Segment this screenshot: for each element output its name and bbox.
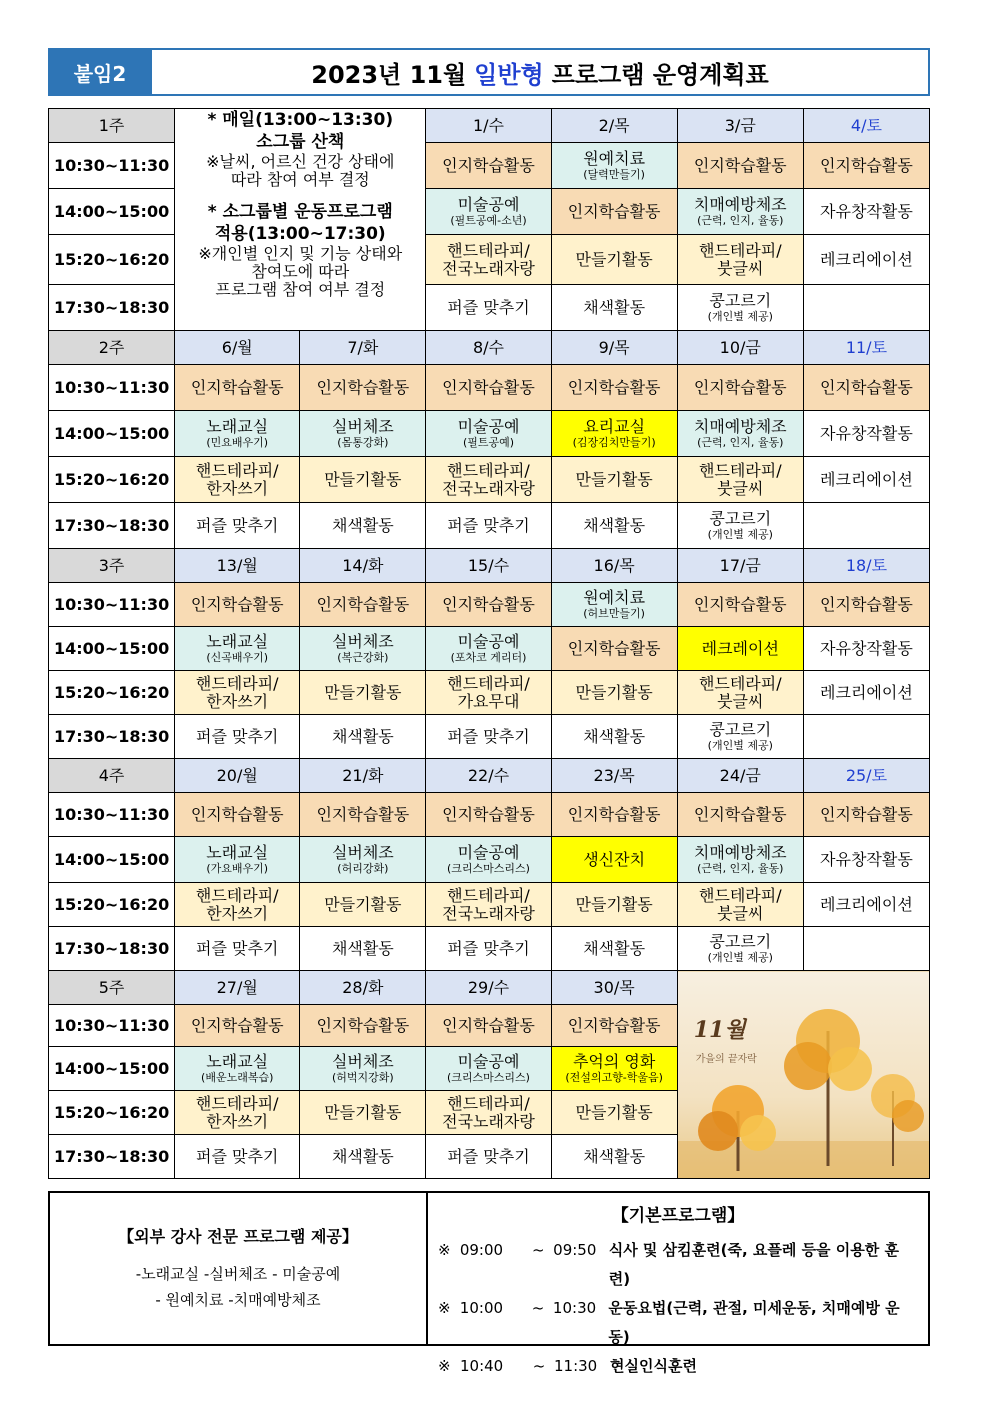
week-label: 4주	[49, 759, 175, 793]
activity-cell: 채색활동	[551, 503, 677, 549]
activity-cell: 인지학습활동	[300, 1005, 426, 1047]
activity-cell: 인지학습활동	[803, 365, 929, 411]
activity-cell: 인지학습활동	[426, 143, 551, 189]
activity-cell: 인지학습활동	[551, 365, 677, 411]
title-year-month: 2023년 11월	[311, 60, 467, 89]
activity-cell: 노래교실 (배운노래복습)	[175, 1047, 300, 1091]
activity-cell: 실버체조 (허리강화)	[300, 837, 426, 883]
activity-cell: 실버체조 (허벅지강화)	[300, 1047, 426, 1091]
time-slot: 14:00~15:00	[49, 1047, 175, 1091]
day-header: 14/화	[300, 549, 426, 583]
activity-cell: 인지학습활동	[551, 1005, 677, 1047]
activity-cell: 미술공예 (크리스마스리스)	[426, 1047, 551, 1091]
activity-cell: 만들기활동	[551, 235, 677, 285]
activity-cell: 자유창작활동	[803, 411, 929, 457]
time-slot: 14:00~15:00	[49, 627, 175, 671]
day-header: 2/목	[551, 109, 677, 143]
picture-title: 11월	[693, 1017, 746, 1043]
activity-cell: 만들기활동	[300, 457, 426, 503]
activity-cell: 만들기활동	[551, 1091, 677, 1135]
time-slot: 17:30~18:30	[49, 503, 175, 549]
activity-cell: 인지학습활동	[803, 793, 929, 837]
basic-row: ※ 10:40 ~ 11:30 현실인식훈련	[438, 1357, 697, 1375]
schedule-table	[48, 108, 930, 1179]
activity-cell: 만들기활동	[551, 671, 677, 715]
activity-cell: 콩고르기 (개인별 제공)	[677, 503, 803, 549]
external-title: 【외부 강사 전문 프로그램 제공】	[118, 1227, 358, 1246]
activity-cell: 자유창작활동	[803, 189, 929, 235]
activity-cell: 인지학습활동	[300, 583, 426, 627]
activity-cell: 채색활동	[551, 715, 677, 759]
day-header: 7/화	[300, 331, 426, 365]
activity-cell: 퍼즐 맞추기	[175, 503, 300, 549]
activity-cell: 콩고르기 (개인별 제공)	[677, 927, 803, 971]
empty-cell	[803, 503, 929, 549]
activity-cell: 채색활동	[300, 1135, 426, 1179]
day-header: 30/목	[551, 971, 677, 1005]
activity-cell: 퍼즐 맞추기	[426, 927, 551, 971]
activity-cell: 원예치료 (허브만들기)	[551, 583, 677, 627]
activity-cell: 인지학습활동	[551, 793, 677, 837]
time-slot: 15:20~16:20	[49, 671, 175, 715]
page-title	[150, 50, 928, 94]
time-slot: 14:00~15:00	[49, 411, 175, 457]
time-slot: 10:30~11:30	[49, 793, 175, 837]
activity-cell: 치매예방체조 (근력, 인지, 율동)	[677, 837, 803, 883]
time-slot: 15:20~16:20	[49, 235, 175, 285]
day-header: 29/수	[426, 971, 551, 1005]
day-header: 28/화	[300, 971, 426, 1005]
activity-cell: 인지학습활동	[426, 793, 551, 837]
activity-cell: 치매예방체조 (근력, 인지, 율동)	[677, 189, 803, 235]
attachment-tag: 붙임2	[50, 50, 150, 94]
activity-cell: 콩고르기 (개인별 제공)	[677, 285, 803, 331]
activity-cell: 인지학습활동	[426, 1005, 551, 1047]
activity-cell: 인지학습활동	[175, 365, 300, 411]
activity-cell: 인지학습활동	[677, 143, 803, 189]
time-slot: 14:00~15:00	[49, 189, 175, 235]
activity-cell: 레크리에이션	[803, 457, 929, 503]
activity-cell: 핸드테라피/ 붓글씨	[677, 235, 803, 285]
activity-cell: 만들기활동	[551, 457, 677, 503]
activity-cell: 핸드테라피/ 붓글씨	[677, 883, 803, 927]
day-header: 15/수	[426, 549, 551, 583]
activity-cell: 채색활동	[551, 285, 677, 331]
activity-cell: 콩고르기 (개인별 제공)	[677, 715, 803, 759]
activity-cell: 채색활동	[300, 927, 426, 971]
activity-cell: 인지학습활동	[426, 365, 551, 411]
activity-cell: 인지학습활동	[551, 627, 677, 671]
activity-cell: 만들기활동	[300, 671, 426, 715]
week-label: 5주	[49, 971, 175, 1005]
activity-cell: 노래교실 (신곡배우기)	[175, 627, 300, 671]
activity-cell: 원예치료 (달력만들기)	[551, 143, 677, 189]
activity-cell: 인지학습활동	[175, 793, 300, 837]
activity-cell: 핸드테라피/ 한자쓰기	[175, 883, 300, 927]
activity-cell-highlight: 추억의 영화 (전설의고향-학울음)	[551, 1047, 677, 1091]
activity-cell: 핸드테라피/ 붓글씨	[677, 671, 803, 715]
title-rest: 프로그램 운영계획표	[551, 60, 769, 89]
day-header-saturday: 11/토	[803, 331, 929, 365]
basic-programs	[428, 1193, 928, 1375]
activity-cell: 레크리에이션	[803, 235, 929, 285]
empty-cell	[803, 715, 929, 759]
day-header: 20/월	[175, 759, 300, 793]
activity-cell-highlight: 레크레이션	[677, 627, 803, 671]
activity-cell: 인지학습활동	[300, 793, 426, 837]
title-highlight: 일반형	[474, 60, 544, 89]
activity-cell: 치매예방체조 (근력, 인지, 율동)	[677, 411, 803, 457]
daily-note: * 매일(13:00~13:30) 소그룹 산책 ※날씨, 어르신 건강 상태에 따라 참여 여부 결정 * 소그룹별 운동프로그램 적용(13:00~17:30) ※개인별 인지 및 기능 상태와 참여도에 따라 프로그램 참여 여부 결정	[175, 109, 426, 331]
activity-cell: 실버체조 (복근강화)	[300, 627, 426, 671]
activity-cell: 자유창작활동	[803, 627, 929, 671]
day-header-saturday: 18/토	[803, 549, 929, 583]
day-header: 1/수	[426, 109, 551, 143]
day-header: 8/수	[426, 331, 551, 365]
activity-cell: 퍼즐 맞추기	[426, 715, 551, 759]
day-header: 21/화	[300, 759, 426, 793]
activity-cell: 미술공예 (크리스마스리스)	[426, 837, 551, 883]
day-header: 16/목	[551, 549, 677, 583]
time-slot: 17:30~18:30	[49, 927, 175, 971]
activity-cell: 퍼즐 맞추기	[175, 715, 300, 759]
picture-subtitle: 가을의 끝자락	[695, 1054, 757, 1065]
activity-cell: 인지학습활동	[175, 583, 300, 627]
time-slot: 17:30~18:30	[49, 1135, 175, 1179]
day-header: 24/금	[677, 759, 803, 793]
time-slot: 17:30~18:30	[49, 285, 175, 331]
activity-cell: 인지학습활동	[426, 583, 551, 627]
empty-cell	[803, 927, 929, 971]
activity-cell: 퍼즐 맞추기	[426, 1135, 551, 1179]
day-header: 22/수	[426, 759, 551, 793]
time-slot: 10:30~11:30	[49, 1005, 175, 1047]
activity-cell: 레크리에이션	[803, 883, 929, 927]
activity-cell: 레크리에이션	[803, 671, 929, 715]
activity-cell: 인지학습활동	[677, 365, 803, 411]
empty-cell	[803, 285, 929, 331]
day-header: 10/금	[677, 331, 803, 365]
external-line: - 원예치료 -치매예방체조	[155, 1291, 321, 1309]
activity-cell: 채색활동	[300, 503, 426, 549]
activity-cell: 만들기활동	[300, 883, 426, 927]
time-slot: 14:00~15:00	[49, 837, 175, 883]
activity-cell-highlight: 요리교실 (김장김치만들기)	[551, 411, 677, 457]
activity-cell: 핸드테라피/ 붓글씨	[677, 457, 803, 503]
activity-cell: 인지학습활동	[803, 583, 929, 627]
activity-cell: 핸드테라피/ 한자쓰기	[175, 457, 300, 503]
time-slot: 17:30~18:30	[49, 715, 175, 759]
day-header: 23/목	[551, 759, 677, 793]
basic-title: 【기본프로그램】	[611, 1206, 745, 1226]
activity-cell: 인지학습활동	[551, 189, 677, 235]
activity-cell: 퍼즐 맞추기	[175, 1135, 300, 1179]
activity-cell: 채색활동	[551, 927, 677, 971]
activity-cell: 인지학습활동	[175, 1005, 300, 1047]
external-line: -노래교실 -실버체조 - 미술공예	[135, 1265, 341, 1283]
activity-cell: 인지학습활동	[803, 143, 929, 189]
external-programs	[50, 1193, 428, 1344]
activity-cell: 퍼즐 맞추기	[426, 285, 551, 331]
activity-cell: 미술공예 (필트공예)	[426, 411, 551, 457]
day-header: 27/월	[175, 971, 300, 1005]
activity-cell: 자유창작활동	[803, 837, 929, 883]
time-slot: 15:20~16:20	[49, 457, 175, 503]
day-header: 3/금	[677, 109, 803, 143]
activity-cell: 노래교실 (민요배우기)	[175, 411, 300, 457]
day-header: 13/월	[175, 549, 300, 583]
activity-cell-highlight: 생신잔치	[551, 837, 677, 883]
time-slot: 15:20~16:20	[49, 1091, 175, 1135]
activity-cell: 핸드테라피/ 한자쓰기	[175, 671, 300, 715]
autumn-trees-illustration	[678, 971, 930, 1178]
time-slot: 10:30~11:30	[49, 365, 175, 411]
day-header-saturday: 25/토	[803, 759, 929, 793]
activity-cell: 실버체조 (몸통강화)	[300, 411, 426, 457]
activity-cell: 인지학습활동	[300, 365, 426, 411]
activity-cell: 만들기활동	[300, 1091, 426, 1135]
activity-cell: 퍼즐 맞추기	[175, 927, 300, 971]
week-label: 1주	[49, 109, 175, 143]
activity-cell: 인지학습활동	[677, 583, 803, 627]
basic-row: ※ 10:00 ~ 10:30 운동요법(근력, 관절, 미세운동, 치매예방 운동)	[438, 1299, 900, 1346]
activity-cell: 채색활동	[551, 1135, 677, 1179]
activity-cell: 핸드테라피/ 전국노래자랑	[426, 883, 551, 927]
time-slot: 10:30~11:30	[49, 143, 175, 189]
day-header: 6/월	[175, 331, 300, 365]
activity-cell: 퍼즐 맞추기	[426, 503, 551, 549]
activity-cell: 미술공예 (포차코 게리터)	[426, 627, 551, 671]
program-info-box	[48, 1191, 930, 1375]
page-header	[48, 48, 930, 96]
november-autumn-picture	[677, 971, 929, 1179]
activity-cell: 핸드테라피/ 전국노래자랑	[426, 1091, 551, 1135]
time-slot: 15:20~16:20	[49, 883, 175, 927]
day-header-saturday: 4/토	[803, 109, 929, 143]
activity-cell: 인지학습활동	[677, 793, 803, 837]
basic-row: ※ 09:00 ~ 09:50 식사 및 삼킴훈련(죽, 요플레 등을 이용한 훈련)	[438, 1241, 899, 1288]
day-header: 9/목	[551, 331, 677, 365]
time-slot: 10:30~11:30	[49, 583, 175, 627]
week-label: 3주	[49, 549, 175, 583]
activity-cell: 핸드테라피/ 전국노래자랑	[426, 457, 551, 503]
week-label: 2주	[49, 331, 175, 365]
activity-cell: 채색활동	[300, 715, 426, 759]
activity-cell: 핸드테라피/ 가요무대	[426, 671, 551, 715]
activity-cell: 만들기활동	[551, 883, 677, 927]
day-header: 17/금	[677, 549, 803, 583]
activity-cell: 미술공예 (필트공예-소년)	[426, 189, 551, 235]
activity-cell: 핸드테라피/ 한자쓰기	[175, 1091, 300, 1135]
activity-cell: 핸드테라피/ 전국노래자랑	[426, 235, 551, 285]
activity-cell: 노래교실 (가요배우기)	[175, 837, 300, 883]
